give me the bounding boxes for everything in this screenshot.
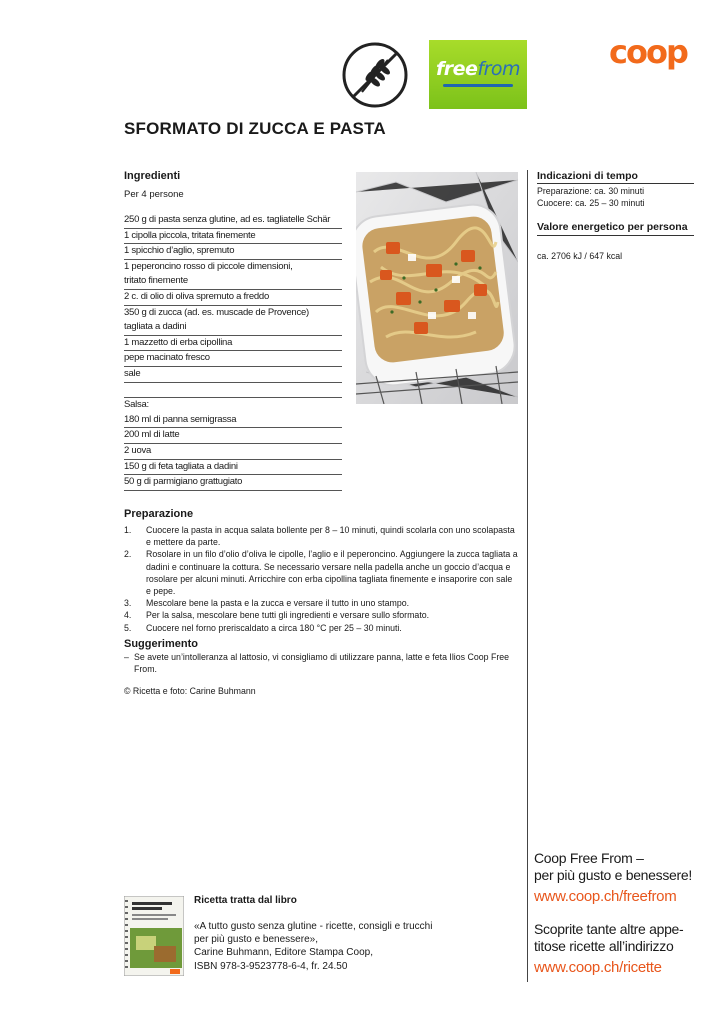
dish-photo bbox=[356, 172, 518, 404]
freefrom-wordmark: freefrom bbox=[435, 58, 521, 80]
step-number: 3. bbox=[124, 598, 132, 609]
book-cover bbox=[124, 896, 184, 976]
preparation-step bbox=[124, 597, 519, 609]
ingredient-item: 2 c. di olio di oliva spremuto a freddo bbox=[124, 290, 342, 306]
energy-value: ca. 2706 kJ / 647 kcal bbox=[537, 251, 623, 261]
ingredient-item: 50 g di parmigiano grattugiato bbox=[124, 475, 342, 491]
preparation-steps bbox=[124, 524, 519, 634]
tip-dash: – bbox=[124, 652, 129, 662]
coop-logo: coop bbox=[609, 33, 687, 71]
preparation-step bbox=[124, 548, 519, 597]
promo-more-recipes bbox=[534, 921, 720, 955]
ingredient-item bbox=[124, 383, 342, 399]
step-text: Rosolare in un filo d’olio d’oliva le cipolle, l’aglio e il peperoncino. Aggiungere la zucca tagliata a dadini e continuare la cottura. Se necessario versare nella padella anche un goccio d’acqua e rosolare per alcuni minuti. Arricchire con erba cipollina tagliata finemente e insaporire con sale e pepe. bbox=[146, 549, 518, 597]
cook-time-text: Cuocere: ca. 25 – 30 minuti bbox=[537, 198, 645, 208]
promo-line-4: titose ricette all’indirizzo bbox=[534, 938, 674, 954]
promo-line-1: Coop Free From – bbox=[534, 850, 644, 866]
tip-body: Se avete un’intolleranza al lattosio, vi consigliamo di utilizzare panna, latte e feta Ilios Coop Free From. bbox=[134, 652, 510, 675]
step-text: Cuocere la pasta in acqua salata bollente per 8 – 10 minuti, quindi scolarla con uno scolapasta e mettere da parte. bbox=[146, 525, 515, 548]
ingredient-item: 350 g di zucca (ad. es. muscade de Provence) bbox=[124, 306, 309, 318]
ingredient-item: tritato finemente bbox=[124, 274, 342, 290]
energy-heading: Valore energetico per persona bbox=[537, 221, 694, 236]
ingredient-item: 1 spicchio d’aglio, spremuto bbox=[124, 244, 342, 260]
promo-line-3: Scoprite tante altre appe- bbox=[534, 921, 684, 937]
gluten-free-crossed-grain-icon bbox=[340, 40, 410, 110]
prep-time-text: Preparazione: ca. 30 minuti bbox=[537, 186, 645, 196]
preparation-step bbox=[124, 524, 519, 548]
ingredients-list bbox=[124, 213, 342, 491]
promo-tagline bbox=[534, 850, 720, 884]
ingredient-item: 2 uova bbox=[124, 444, 342, 460]
ingredients-heading: Ingredienti bbox=[124, 170, 181, 182]
ingredient-item: 1 peperoncino rosso di piccole dimensioni, bbox=[124, 260, 293, 272]
freefrom-swoosh bbox=[443, 84, 513, 87]
book-detail-line: per più gusto e benessere», bbox=[194, 934, 318, 946]
ingredient-item: pepe macinato fresco bbox=[124, 351, 342, 367]
ingredient-item: 200 ml di latte bbox=[124, 428, 342, 444]
column-divider bbox=[527, 170, 528, 982]
step-number: 4. bbox=[124, 610, 132, 621]
book-details bbox=[194, 920, 494, 973]
tip-text bbox=[124, 651, 524, 675]
step-number: 2. bbox=[124, 549, 132, 560]
step-text: Mescolare bene la pasta e la zucca e versare il tutto in uno stampo. bbox=[146, 598, 410, 609]
preparation-step bbox=[124, 609, 519, 621]
tip-heading: Suggerimento bbox=[124, 638, 198, 650]
ingredient-item: 1 cipolla piccola, tritata finemente bbox=[124, 229, 342, 245]
ingredient-item: 250 g di pasta senza glutine, ad es. tagliatelle Schär bbox=[124, 213, 342, 229]
ingredient-item: Salsa: bbox=[124, 399, 149, 411]
step-number: 1. bbox=[124, 525, 132, 535]
ingredient-item: sale bbox=[124, 367, 342, 383]
ingredient-item: tagliata a dadini bbox=[124, 320, 342, 336]
ingredient-item: 180 ml di panna semigrassa bbox=[124, 413, 342, 429]
step-text: Cuocere nel forno preriscaldato a circa 180 °C per 25 – 30 minuti. bbox=[146, 622, 402, 633]
preparation-heading: Preparazione bbox=[124, 508, 194, 520]
preparation-step bbox=[124, 622, 519, 634]
ingredient-item: 150 g di feta tagliata a dadini bbox=[124, 460, 342, 476]
step-number: 5. bbox=[124, 622, 132, 633]
recipes-link[interactable]: www.coop.ch/ricette bbox=[534, 959, 662, 976]
servings-text: Per 4 persone bbox=[124, 189, 184, 200]
book-detail-line: Carine Buhmann, Editore Stampa Coop, bbox=[194, 947, 373, 959]
promo-line-2: per più gusto e benessere! bbox=[534, 867, 692, 883]
photo-credit: © Ricetta e foto: Carine Buhmann bbox=[124, 686, 256, 696]
book-detail-line: «A tutto gusto senza glutine - ricette, consigli e trucchi bbox=[194, 921, 433, 932]
book-heading: Ricetta tratta dal libro bbox=[194, 895, 297, 906]
step-text: Per la salsa, mescolare bene tutti gli ingredienti e versare sullo sformato. bbox=[146, 610, 430, 621]
freefrom-link[interactable]: www.coop.ch/freefrom bbox=[534, 888, 677, 905]
recipe-title: SFORMATO DI ZUCCA E PASTA bbox=[124, 119, 386, 138]
time-heading: Indicazioni di tempo bbox=[537, 170, 694, 184]
freefrom-logo bbox=[429, 40, 527, 109]
book-detail-line: ISBN 978-3-9523778-6-4, fr. 24.50 bbox=[194, 960, 348, 972]
ingredient-item: 1 mazzetto di erba cipollina bbox=[124, 336, 342, 352]
